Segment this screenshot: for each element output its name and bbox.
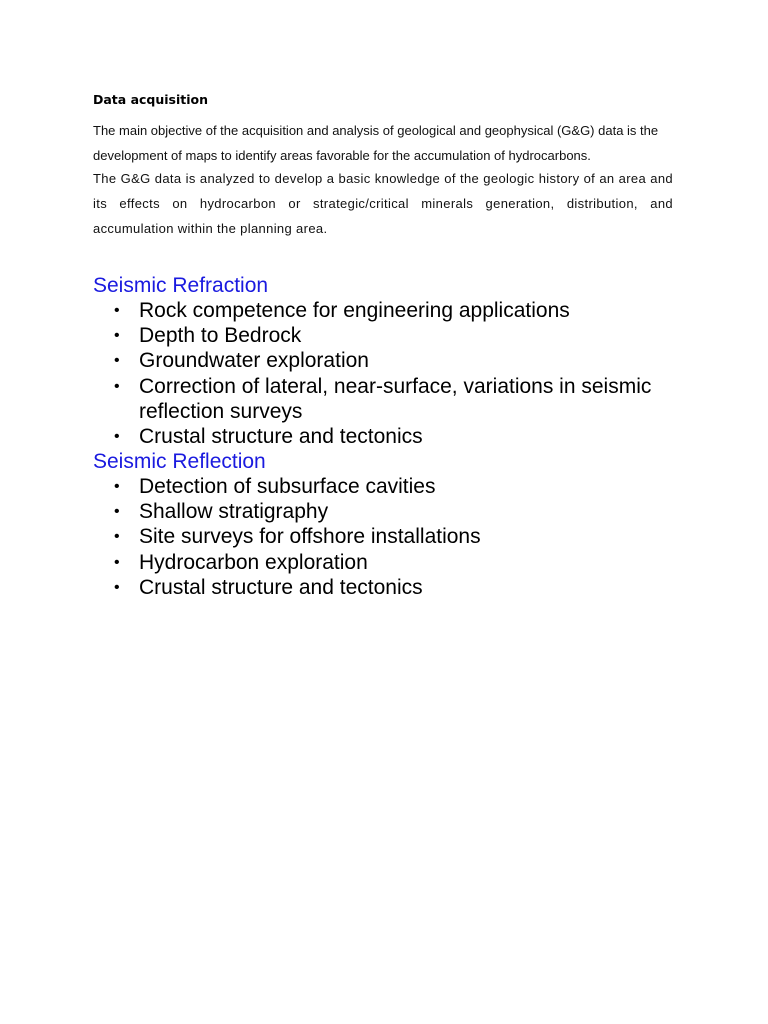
bullet-icon: • [114,553,120,571]
list-item-text: Crustal structure and tectonics [139,575,423,599]
list-item-text: Depth to Bedrock [139,324,302,348]
list-item [93,298,693,323]
intro-paragraph: The main objective of the acquisition and analysis of geological and geophysical (G&G) data is the development of maps to identify areas favorable for the accumulation of hydrocarbons. [93,123,659,163]
list-item [93,474,693,499]
list-item [93,550,693,575]
list-item-text: Shallow stratigraphy [139,500,329,524]
list-item [93,424,693,449]
section-heading: Seismic Reflection [93,450,266,473]
bullet-icon: • [114,578,120,596]
list-item-text: Hydrocarbon exploration [139,550,368,574]
bullet-icon: • [114,352,120,370]
list-item-text: Groundwater exploration [139,349,369,373]
section-seismic-refraction [93,273,693,449]
section-seismic-reflection [93,449,693,600]
bullet-icon: • [114,327,120,345]
list-item [93,348,693,373]
bullet-icon: • [114,478,120,495]
analysis-paragraph: The G&G data is analyzed to develop a basic knowledge of the geologic history of an area and its effects on hydrocarbon or strategic/critical minerals generation, distribution, and accumulation within the planning area. [93,171,673,236]
list-item-text: Detection of subsurface cavities [139,475,436,498]
bullet-icon: • [114,503,120,521]
bullet-icon: • [114,428,120,446]
bullet-icon: • [114,377,120,395]
list-item-text: Rock competence for engineering applications [139,299,570,322]
list-item [93,499,693,524]
list-item-text: Crustal structure and tectonics [139,425,423,449]
bullet-list [93,298,693,449]
list-item [93,374,699,424]
bullet-icon: • [114,302,120,319]
list-item [93,524,693,549]
list-item [93,575,693,600]
bullet-icon: • [114,528,120,546]
list-item [93,323,693,348]
section-heading: Seismic Refraction [93,274,269,297]
document-title: Data acquisition [93,92,209,107]
bullet-list [93,474,693,600]
list-item-text: Site surveys for offshore installations [139,525,481,549]
list-item-text: Correction of lateral, near-surface, variations in seismic reflection surveys [139,374,652,423]
